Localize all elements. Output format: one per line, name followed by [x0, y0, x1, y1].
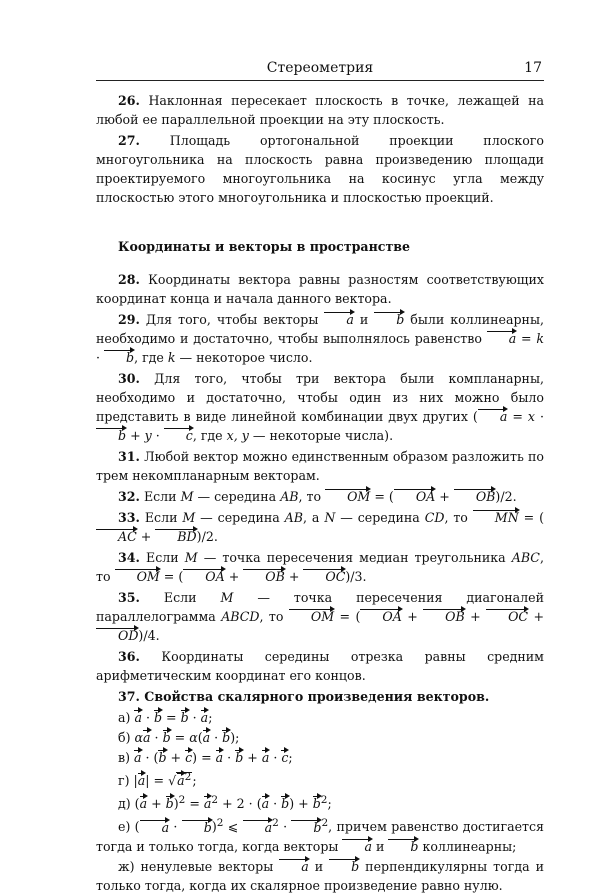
item-text: и — [353, 312, 375, 327]
item-text: , то — [444, 510, 473, 525]
item-label: г) — [118, 773, 130, 789]
item-28 — [96, 270, 544, 308]
item-30 — [96, 369, 544, 445]
item-number: 33. — [118, 510, 140, 525]
page-content — [96, 91, 544, 896]
property-d: д) $(a + b)^2 = a^2 + 2 \cdot (a \cdot b) + b^2$; — [118, 794, 332, 812]
item-label: е) — [118, 819, 131, 835]
item-text: Координаты вектора равны разностям соответствующих координат конца и начала данного вектора. — [96, 272, 544, 306]
item-text: Любой вектор можно единственным образом разложить по трем некомпланарным векторам. — [96, 449, 544, 483]
property-v: в) a · (b + c) = a · b + a · c; — [118, 750, 293, 765]
item-34: 34. Если M — точка пересечения медиан треугольника ABC, то OM = ( OA + OB + OC)/3. — [96, 550, 544, 584]
section-title: Координаты и векторы в пространстве — [118, 239, 411, 254]
item-text: , где — [192, 428, 227, 443]
item-text: , причем равенство достигается тогда и только тогда, когда векторы — [96, 819, 544, 854]
item-number: 30. — [118, 371, 140, 386]
item-text: — середина — [335, 510, 425, 525]
property-e: е) ( a · b)$^2$ ⩽ $a^2 \cdot b^2$, причем равенство достигается тогда и только тогда, когда векторы a и b коллинеарны; — [96, 817, 544, 854]
item-text: Площадь ортогональной проекции плоского многоугольника на плоскость равна произведению площади проектируемого многоугольника на косинус угла между плоскостью этого многоугольника и плоскостью проекций. — [96, 133, 544, 205]
item-26 — [96, 91, 544, 129]
item-text: и — [371, 838, 389, 854]
property-zh: ж) ненулевые векторы a и b перпендикулярны тогда и только тогда, когда их скалярное произведение равно нулю. — [96, 858, 544, 893]
item-text: Наклонная пересекает плоскость в точке, лежащей на любой ее параллельной проекции на эту плоскость. — [96, 93, 544, 127]
item-text: , а — [303, 510, 325, 525]
item-number: 32. — [118, 489, 140, 504]
item-label: в) — [118, 750, 131, 765]
item-37-title: 37. Свойства скалярного произведения векторов. — [118, 689, 490, 704]
item-number: 31. — [118, 449, 140, 464]
item-text: — середина — [193, 489, 281, 504]
vector-b: b — [374, 313, 404, 327]
item-text: Для того, чтобы векторы — [145, 312, 325, 327]
item-text: Если — [146, 550, 185, 565]
formula: a = k · b — [96, 331, 544, 365]
item-text: , где — [134, 350, 168, 365]
formula: OM = ( OA + OB)/2. — [325, 489, 516, 504]
item-text: — середина — [195, 510, 285, 525]
item-label: д) — [118, 796, 131, 812]
item-29 — [96, 310, 544, 367]
page-number: 17 — [524, 60, 542, 76]
formula: MN = (AC + BD)/2. — [96, 510, 544, 544]
item-36 — [96, 647, 544, 685]
item-27 — [96, 131, 544, 207]
item-text: — некоторое число. — [175, 350, 313, 365]
item-number: 35. — [118, 590, 140, 605]
item-number: 29. — [118, 312, 140, 327]
item-text: , то — [298, 489, 326, 504]
item-35: 35. Если M — точка пересечения диагоналей параллелограмма ABCD, то OM = ( OA + OB + OC + OD)/4. — [96, 590, 545, 643]
item-text: — точка пересечения медиан треугольника — [197, 550, 512, 565]
item-number: 28. — [118, 272, 140, 287]
item-number: 27. — [118, 133, 140, 148]
item-text: — некоторые числа). — [248, 428, 394, 443]
item-33: 33. Если M — середина AB, а N — середина CD, то MN = (AC + BD)/2. — [96, 508, 544, 546]
variables-xy: x, y — [226, 428, 249, 443]
item-label: а) — [118, 710, 131, 725]
item-text: Если — [143, 489, 181, 504]
item-text: были коллинеарны, необходимо и достаточно, чтобы выполнялось равенство — [96, 312, 544, 346]
item-number: 36. — [118, 649, 140, 664]
formula: a = x · b + y · c — [96, 409, 544, 443]
formula: OM = ( OA + OB + OC)/3. — [115, 569, 367, 584]
item-32: 32. Если M — середина AB, то OM = ( OA + OB)/2. — [118, 489, 517, 504]
running-header — [96, 58, 544, 81]
vector-a: a — [324, 313, 354, 327]
item-text: Координаты середины отрезка равны средним арифметическим координат его концов. — [96, 649, 544, 683]
item-31 — [96, 447, 544, 485]
item-text: Если — [144, 510, 183, 525]
item-text: и — [308, 858, 330, 874]
item-text: , то — [96, 550, 544, 584]
formula: OM = ( OA + OB + OC + OD)/4. — [96, 609, 544, 643]
item-number: 26. — [118, 93, 140, 108]
item-number: 34. — [118, 550, 140, 565]
item-text: Для того, чтобы три вектора были компланарны, необходимо и достаточно, чтобы один из них можно было представить в виде линейной комбинации двух других ( — [96, 371, 544, 424]
property-a: а) a · b = b · a; — [118, 710, 213, 725]
item-text: Если — [163, 590, 221, 605]
item-text: коллинеарны; — [418, 838, 517, 854]
item-text: — точка пересечения диагоналей параллелограмма — [96, 590, 544, 624]
property-b: б) αa · b = α(a · b); — [118, 730, 240, 745]
variable-k: k — [167, 350, 176, 365]
item-text: , то — [259, 609, 289, 624]
item-text: ж) ненулевые векторы — [118, 858, 280, 874]
property-g: г) $|a| = √a^2$; — [118, 771, 197, 789]
item-label: б) — [118, 730, 131, 745]
header-title: Стереометрия — [266, 60, 374, 76]
item-text: перпендикулярны тогда и только тогда, когда их скалярное произведение равно нулю. — [96, 858, 544, 893]
